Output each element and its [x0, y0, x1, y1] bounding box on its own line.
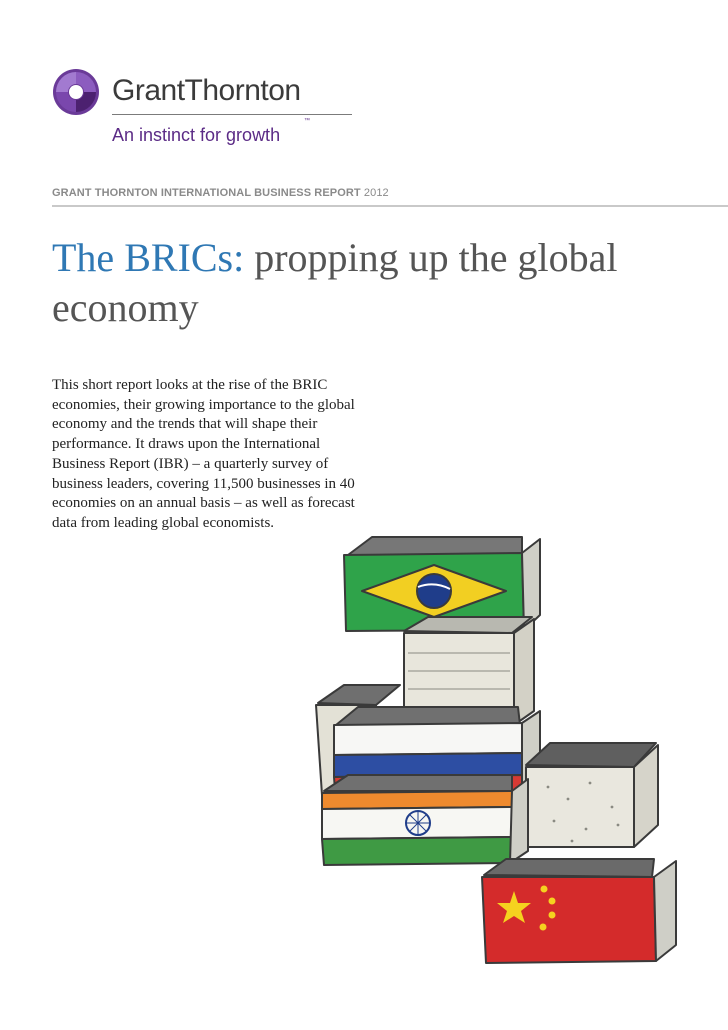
report-label-text: GRANT THORNTON INTERNATIONAL BUSINESS REPORT: [52, 187, 361, 199]
report-series-label: [52, 187, 389, 199]
intro-paragraph: This short report looks at the rise of the BRIC economies, their growing importance to the global economy and the trends that will shape their performance. It draws upon the International Business Report (IBR) – a quarterly survey of business leaders, covering 11,500 businesses in 40 economies on an annual basis – as well as forecast data from leading global economists.: [52, 377, 355, 531]
china-flag-icon: [482, 859, 676, 963]
logo-divider: [112, 114, 352, 115]
india-flag-icon: [322, 775, 528, 865]
header-divider: [52, 205, 728, 207]
title-rest: propping up the global economy: [52, 235, 618, 330]
title-accent: The BRICs:: [52, 235, 245, 280]
trademark-symbol: ™: [304, 118, 310, 124]
brand-name: GrantThornton: [112, 74, 301, 107]
purple-swirl-logo-icon: [52, 68, 100, 116]
stacked-flag-bricks-illustration: [300, 525, 728, 1030]
brand-tagline: An instinct for growth: [112, 125, 281, 145]
page-title: [52, 233, 692, 333]
right-brick-icon: [526, 743, 658, 847]
report-year: 2012: [363, 187, 389, 199]
grant-thornton-logo: [52, 68, 332, 158]
